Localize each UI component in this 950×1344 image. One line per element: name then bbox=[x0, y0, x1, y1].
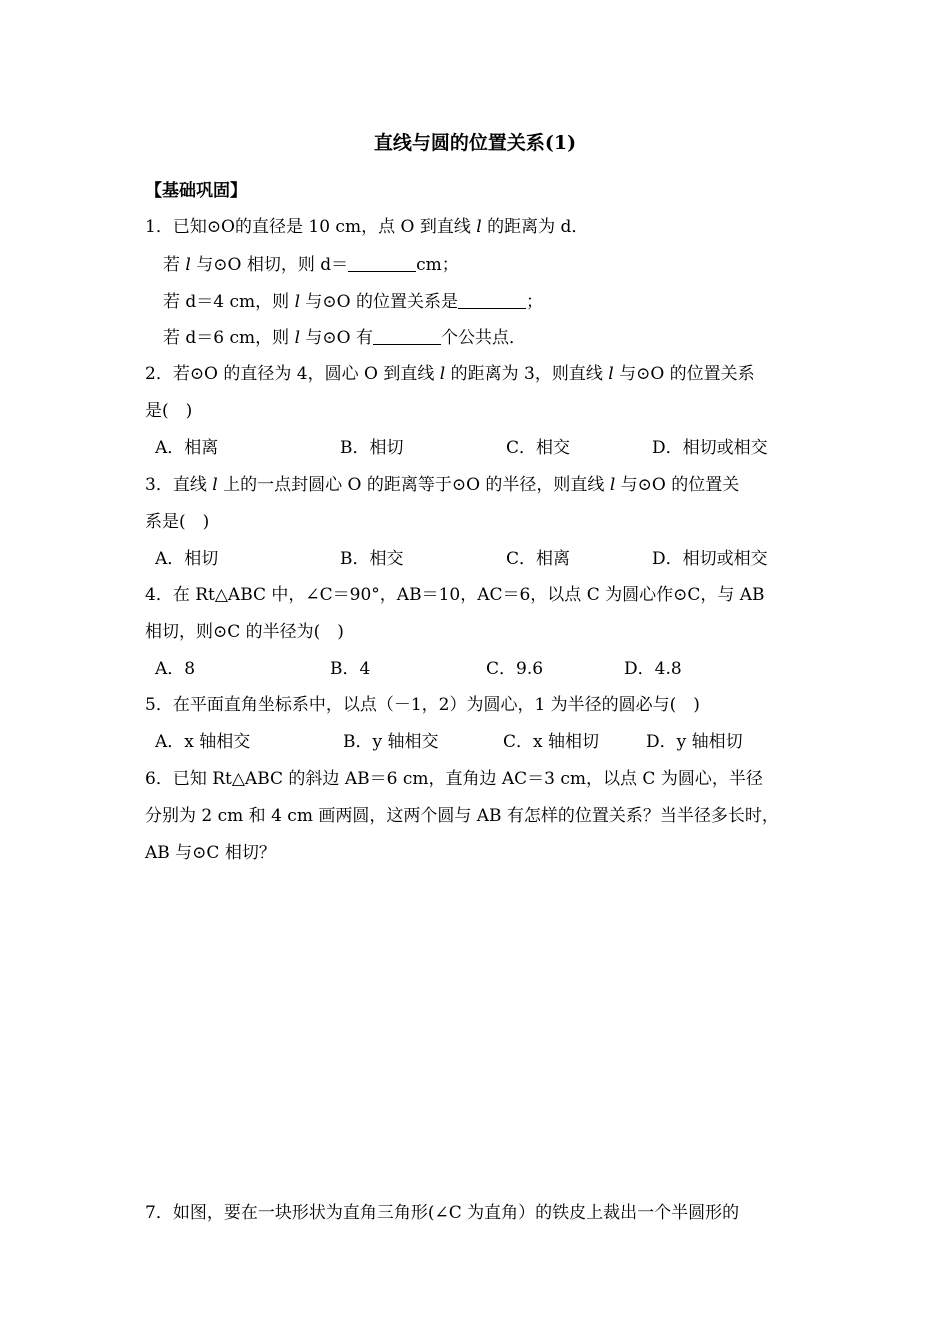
question-4-option-d[interactable]: D．4.8 bbox=[624, 659, 682, 679]
question-3-option-a[interactable]: A．相切 bbox=[155, 549, 219, 569]
section-heading: 【基础巩固】 bbox=[145, 181, 247, 201]
question-6-line-3: AB 与⊙C 相切？ bbox=[145, 843, 276, 863]
question-1-part-1: 若 l 与⊙O 相切，则 d＝ cm； bbox=[163, 255, 459, 275]
question-4-option-c[interactable]: C．9.6 bbox=[486, 659, 544, 679]
question-6-line-1: 6．已知 Rt△ABC 的斜边 AB＝6 cm，直角边 AC＝3 cm，以点 C 为圆心，半径 bbox=[145, 769, 763, 789]
page-title: 直线与圆的位置关系(1) bbox=[373, 132, 577, 154]
question-3-option-d[interactable]: D．相切或相交 bbox=[652, 549, 768, 569]
question-1-part-2: 若 d＝4 cm，则 l 与⊙O 的位置关系是 ； bbox=[163, 292, 543, 312]
question-2-stem: 2．若⊙O 的直径为 4，圆心 O 到直线 l 的距离为 3，则直线 l 与⊙O 的位置关系 bbox=[145, 364, 755, 384]
question-5-option-c[interactable]: C．x 轴相切 bbox=[503, 732, 599, 752]
question-5-option-d[interactable]: D．y 轴相切 bbox=[646, 732, 743, 752]
answer-blank[interactable] bbox=[373, 327, 441, 345]
question-6-line-2: 分别为 2 cm 和 4 cm 画两圆，这两个圆与 AB 有怎样的位置关系？当半径多长时， bbox=[145, 806, 779, 826]
question-7-line-1: 7．如图，要在一块形状为直角三角形(∠C 为直角）的铁皮上裁出一个半圆形的 bbox=[145, 1203, 740, 1223]
question-2-option-c[interactable]: C．相交 bbox=[506, 438, 571, 458]
question-4-option-a[interactable]: A．8 bbox=[155, 659, 196, 679]
question-3-option-b[interactable]: B．相交 bbox=[340, 549, 404, 569]
answer-blank[interactable] bbox=[348, 254, 416, 272]
question-4-stem-cont: 相切，则⊙C 的半径为( ) bbox=[145, 622, 344, 642]
question-3-stem: 3．直线 l 上的一点封圆心 O 的距离等于⊙O 的半径，则直线 l 与⊙O 的位置关 bbox=[145, 475, 740, 495]
question-4-stem: 4．在 Rt△ABC 中，∠C＝90°，AB＝10，AC＝6，以点 C 为圆心作⊙C，与 AB bbox=[145, 585, 765, 605]
question-4-option-b[interactable]: B．4 bbox=[330, 659, 371, 679]
question-5-option-a[interactable]: A．x 轴相交 bbox=[155, 732, 251, 752]
question-2-stem-cont: 是( ) bbox=[145, 401, 193, 421]
question-2-option-a[interactable]: A．相离 bbox=[155, 438, 219, 458]
question-1-part-3: 若 d＝6 cm，则 l 与⊙O 有 个公共点． bbox=[163, 328, 526, 348]
question-2-option-b[interactable]: B．相切 bbox=[340, 438, 404, 458]
question-1-stem: 1．已知⊙O的直径是 10 cm，点 O 到直线 l 的距离为 d． bbox=[145, 217, 589, 237]
question-3-stem-cont: 系是( ) bbox=[145, 512, 210, 532]
question-2-option-d[interactable]: D．相切或相交 bbox=[652, 438, 768, 458]
answer-blank[interactable] bbox=[458, 291, 526, 309]
question-5-stem: 5．在平面直角坐标系中，以点（－1，2）为圆心，1 为半径的圆必与( ) bbox=[145, 695, 700, 715]
question-5-option-b[interactable]: B．y 轴相交 bbox=[343, 732, 439, 752]
question-3-option-c[interactable]: C．相离 bbox=[506, 549, 571, 569]
